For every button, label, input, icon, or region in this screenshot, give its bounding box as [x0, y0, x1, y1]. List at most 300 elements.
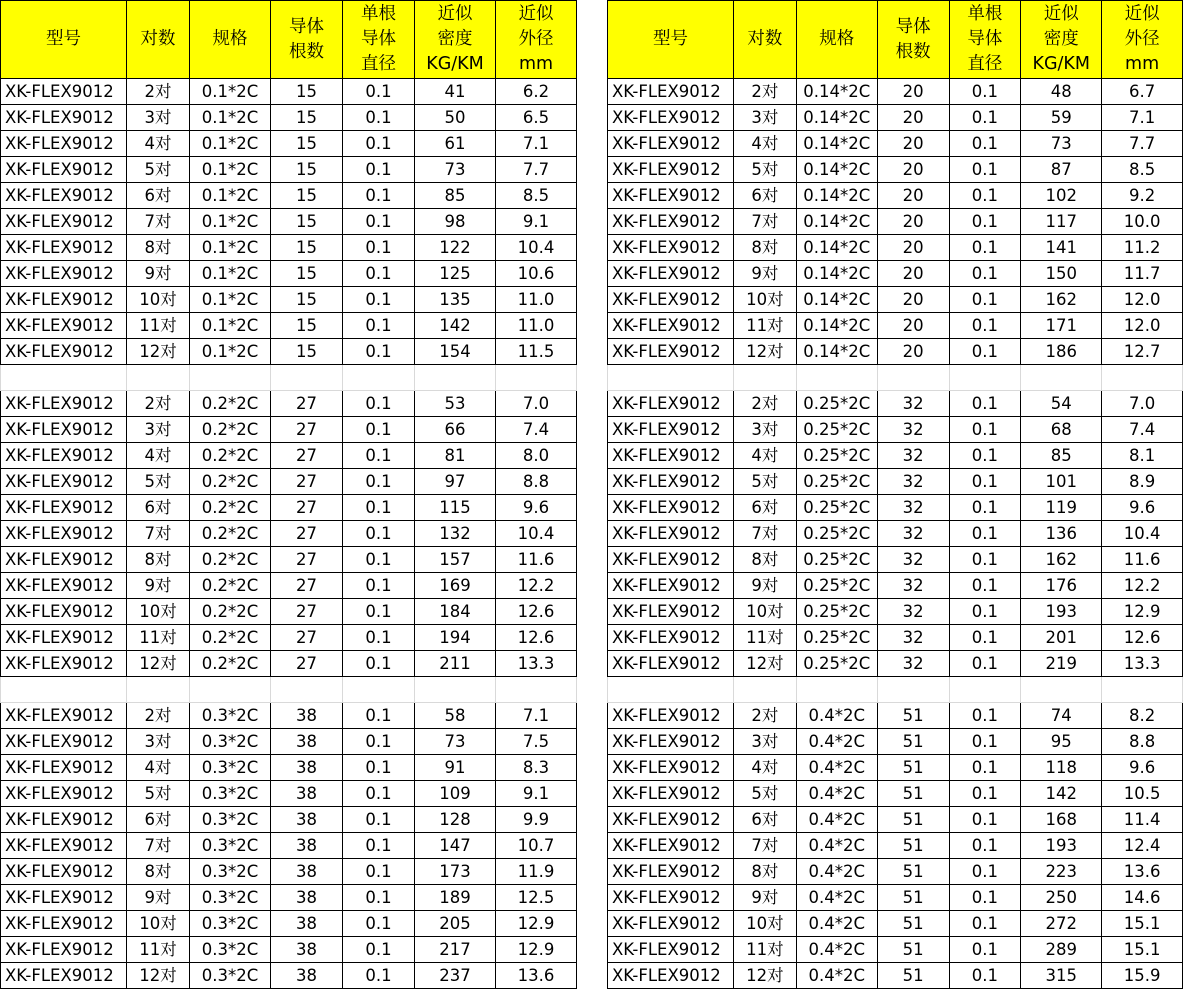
cell-model: XK-FLEX9012 — [608, 729, 734, 755]
cell-pairs: 7对 — [733, 209, 796, 235]
cell-conductor-count: 15 — [271, 339, 343, 365]
cell-pairs: 10对 — [127, 911, 190, 937]
cell-density: 73 — [415, 729, 496, 755]
cell-conductor-diameter: 0.1 — [343, 625, 415, 651]
cell-pairs: 4对 — [733, 131, 796, 157]
cell-outer-diameter: 10.7 — [496, 833, 577, 859]
cell-model: XK-FLEX9012 — [1, 651, 127, 677]
cell-density: 117 — [1021, 209, 1102, 235]
cell-density: 87 — [1021, 157, 1102, 183]
cell-outer-diameter: 10.6 — [496, 261, 577, 287]
cell-outer-diameter: 11.4 — [1102, 807, 1183, 833]
table-row — [1, 105, 577, 131]
cell-conductor-count: 38 — [271, 911, 343, 937]
cell-conductor-diameter: 0.1 — [949, 937, 1021, 963]
empty-cell — [877, 365, 949, 391]
cell-density: 128 — [415, 807, 496, 833]
cell-conductor-diameter: 0.1 — [949, 547, 1021, 573]
cell-model: XK-FLEX9012 — [608, 755, 734, 781]
cell-density: 101 — [1021, 469, 1102, 495]
empty-cell — [608, 365, 734, 391]
empty-cell — [127, 677, 190, 703]
cell-spec: 0.1*2C — [190, 131, 271, 157]
cell-conductor-count: 38 — [271, 833, 343, 859]
table-row — [608, 105, 1183, 131]
table-row — [1, 859, 577, 885]
cell-outer-diameter: 9.6 — [1102, 495, 1183, 521]
cell-model: XK-FLEX9012 — [608, 625, 734, 651]
table-row — [608, 157, 1183, 183]
cell-model: XK-FLEX9012 — [1, 781, 127, 807]
cell-conductor-diameter: 0.1 — [949, 859, 1021, 885]
cell-model: XK-FLEX9012 — [608, 469, 734, 495]
cell-spec: 0.4*2C — [796, 755, 877, 781]
table-row — [1, 599, 577, 625]
cell-conductor-count: 51 — [877, 755, 949, 781]
cell-density: 95 — [1021, 729, 1102, 755]
cell-model: XK-FLEX9012 — [1, 755, 127, 781]
cell-spec: 0.2*2C — [190, 599, 271, 625]
header-outer-diameter: 近似 外径 mm — [496, 1, 577, 79]
cell-pairs: 6对 — [733, 183, 796, 209]
cell-model: XK-FLEX9012 — [1, 261, 127, 287]
header-conductor-count: 导体 根数 — [271, 1, 343, 79]
cell-spec: 0.14*2C — [796, 131, 877, 157]
table-row — [1, 885, 577, 911]
cell-density: 115 — [415, 495, 496, 521]
table-row — [608, 807, 1183, 833]
cell-density: 85 — [1021, 443, 1102, 469]
cell-pairs: 5对 — [733, 781, 796, 807]
cell-conductor-count: 15 — [271, 183, 343, 209]
table-row — [608, 469, 1183, 495]
cell-spec: 0.25*2C — [796, 495, 877, 521]
empty-cell — [1, 365, 127, 391]
cell-conductor-diameter: 0.1 — [343, 703, 415, 729]
cell-conductor-diameter: 0.1 — [343, 313, 415, 339]
cell-spec: 0.2*2C — [190, 495, 271, 521]
cell-conductor-count: 32 — [877, 625, 949, 651]
cell-density: 219 — [1021, 651, 1102, 677]
cell-outer-diameter: 15.1 — [1102, 911, 1183, 937]
cell-pairs: 3对 — [127, 729, 190, 755]
cell-pairs: 7对 — [733, 521, 796, 547]
cell-density: 41 — [415, 79, 496, 105]
cell-density: 50 — [415, 105, 496, 131]
cell-density: 132 — [415, 521, 496, 547]
cell-model: XK-FLEX9012 — [1, 859, 127, 885]
cell-conductor-diameter: 0.1 — [949, 339, 1021, 365]
cell-outer-diameter: 15.1 — [1102, 937, 1183, 963]
table-row — [1, 573, 577, 599]
cell-outer-diameter: 12.5 — [496, 885, 577, 911]
cell-spec: 0.1*2C — [190, 287, 271, 313]
table-row — [608, 755, 1183, 781]
cell-outer-diameter: 12.9 — [496, 911, 577, 937]
block-spacer — [608, 677, 1183, 703]
cell-density: 272 — [1021, 911, 1102, 937]
cell-model: XK-FLEX9012 — [608, 547, 734, 573]
cell-outer-diameter: 7.1 — [496, 131, 577, 157]
cell-density: 61 — [415, 131, 496, 157]
cell-conductor-count: 51 — [877, 937, 949, 963]
table-row — [608, 443, 1183, 469]
cell-density: 193 — [1021, 833, 1102, 859]
cell-conductor-count: 15 — [271, 105, 343, 131]
cell-model: XK-FLEX9012 — [1, 573, 127, 599]
cell-outer-diameter: 15.9 — [1102, 963, 1183, 989]
header-spec: 规格 — [190, 1, 271, 79]
cell-spec: 0.1*2C — [190, 209, 271, 235]
cell-pairs: 5对 — [127, 469, 190, 495]
cell-density: 250 — [1021, 885, 1102, 911]
cell-pairs: 12对 — [127, 651, 190, 677]
cell-outer-diameter: 7.7 — [496, 157, 577, 183]
cell-pairs: 8对 — [733, 547, 796, 573]
cell-outer-diameter: 11.6 — [496, 547, 577, 573]
table-row — [1, 443, 577, 469]
cell-outer-diameter: 8.2 — [1102, 703, 1183, 729]
cell-outer-diameter: 10.4 — [496, 235, 577, 261]
cell-pairs: 11对 — [733, 313, 796, 339]
cell-outer-diameter: 7.0 — [496, 391, 577, 417]
cell-density: 142 — [415, 313, 496, 339]
cell-outer-diameter: 11.0 — [496, 287, 577, 313]
cell-pairs: 12对 — [733, 963, 796, 989]
cell-pairs: 9对 — [127, 885, 190, 911]
cell-conductor-count: 15 — [271, 261, 343, 287]
cell-density: 142 — [1021, 781, 1102, 807]
cell-spec: 0.2*2C — [190, 521, 271, 547]
cell-outer-diameter: 10.5 — [1102, 781, 1183, 807]
table-row — [608, 235, 1183, 261]
cell-conductor-diameter: 0.1 — [343, 469, 415, 495]
empty-cell — [415, 677, 496, 703]
cell-conductor-diameter: 0.1 — [949, 183, 1021, 209]
empty-cell — [127, 365, 190, 391]
cell-spec: 0.14*2C — [796, 235, 877, 261]
cell-pairs: 10对 — [733, 287, 796, 313]
cell-conductor-diameter: 0.1 — [343, 729, 415, 755]
cell-spec: 0.1*2C — [190, 313, 271, 339]
cell-conductor-diameter: 0.1 — [949, 391, 1021, 417]
cell-outer-diameter: 11.6 — [1102, 547, 1183, 573]
header-model: 型号 — [1, 1, 127, 79]
cell-conductor-diameter: 0.1 — [949, 833, 1021, 859]
cell-density: 201 — [1021, 625, 1102, 651]
empty-cell — [190, 677, 271, 703]
cell-outer-diameter: 8.5 — [496, 183, 577, 209]
cell-spec: 0.1*2C — [190, 79, 271, 105]
cell-spec: 0.25*2C — [796, 547, 877, 573]
cell-model: XK-FLEX9012 — [1, 521, 127, 547]
cell-spec: 0.1*2C — [190, 157, 271, 183]
cell-outer-diameter: 12.9 — [1102, 599, 1183, 625]
table-row — [608, 911, 1183, 937]
cell-model: XK-FLEX9012 — [1, 703, 127, 729]
empty-cell — [796, 677, 877, 703]
cell-conductor-count: 15 — [271, 131, 343, 157]
table-row — [1, 703, 577, 729]
cell-conductor-count: 20 — [877, 131, 949, 157]
cell-conductor-count: 15 — [271, 313, 343, 339]
cell-spec: 0.4*2C — [796, 911, 877, 937]
cell-spec: 0.14*2C — [796, 79, 877, 105]
cell-conductor-count: 38 — [271, 937, 343, 963]
cell-density: 150 — [1021, 261, 1102, 287]
empty-cell — [496, 677, 577, 703]
header-spec: 规格 — [796, 1, 877, 79]
cell-conductor-diameter: 0.1 — [343, 885, 415, 911]
cell-conductor-count: 38 — [271, 807, 343, 833]
table-row — [608, 885, 1183, 911]
cell-conductor-diameter: 0.1 — [949, 573, 1021, 599]
cell-outer-diameter: 7.1 — [496, 703, 577, 729]
cell-outer-diameter: 14.6 — [1102, 885, 1183, 911]
cell-model: XK-FLEX9012 — [1, 807, 127, 833]
cell-conductor-diameter: 0.1 — [343, 781, 415, 807]
cell-density: 58 — [415, 703, 496, 729]
cell-conductor-count: 32 — [877, 651, 949, 677]
cell-conductor-diameter: 0.1 — [949, 807, 1021, 833]
cell-conductor-count: 27 — [271, 651, 343, 677]
cell-density: 237 — [415, 963, 496, 989]
cell-conductor-count: 27 — [271, 443, 343, 469]
cell-model: XK-FLEX9012 — [1, 79, 127, 105]
cell-conductor-diameter: 0.1 — [949, 911, 1021, 937]
cell-pairs: 2对 — [733, 79, 796, 105]
cell-model: XK-FLEX9012 — [1, 339, 127, 365]
table-row — [1, 287, 577, 313]
cell-spec: 0.1*2C — [190, 183, 271, 209]
cell-model: XK-FLEX9012 — [1, 417, 127, 443]
cell-spec: 0.25*2C — [796, 599, 877, 625]
table-row — [1, 729, 577, 755]
cell-outer-diameter: 8.0 — [496, 443, 577, 469]
cell-spec: 0.3*2C — [190, 885, 271, 911]
cell-conductor-diameter: 0.1 — [949, 235, 1021, 261]
cell-conductor-diameter: 0.1 — [343, 651, 415, 677]
cell-pairs: 3对 — [733, 105, 796, 131]
cell-conductor-diameter: 0.1 — [343, 391, 415, 417]
cell-density: 162 — [1021, 547, 1102, 573]
table-row — [1, 313, 577, 339]
empty-cell — [949, 365, 1021, 391]
empty-cell — [1, 677, 127, 703]
header-conductor-diameter: 单根 导体 直径 — [343, 1, 415, 79]
cell-conductor-diameter: 0.1 — [949, 885, 1021, 911]
cell-model: XK-FLEX9012 — [608, 209, 734, 235]
cell-spec: 0.3*2C — [190, 703, 271, 729]
cell-outer-diameter: 8.8 — [496, 469, 577, 495]
cell-outer-diameter: 12.6 — [496, 625, 577, 651]
cell-conductor-count: 15 — [271, 79, 343, 105]
cell-conductor-count: 38 — [271, 729, 343, 755]
cell-spec: 0.1*2C — [190, 235, 271, 261]
cell-outer-diameter: 8.5 — [1102, 157, 1183, 183]
cell-outer-diameter: 8.1 — [1102, 443, 1183, 469]
cell-outer-diameter: 9.2 — [1102, 183, 1183, 209]
cell-pairs: 11对 — [127, 625, 190, 651]
cell-pairs: 6对 — [733, 495, 796, 521]
empty-cell — [496, 365, 577, 391]
table-body-right — [608, 79, 1183, 989]
cell-outer-diameter: 12.9 — [496, 937, 577, 963]
cell-conductor-count: 32 — [877, 599, 949, 625]
table-row — [608, 729, 1183, 755]
cell-conductor-count: 51 — [877, 703, 949, 729]
cell-model: XK-FLEX9012 — [1, 833, 127, 859]
cell-spec: 0.2*2C — [190, 417, 271, 443]
cell-conductor-count: 51 — [877, 781, 949, 807]
cell-conductor-diameter: 0.1 — [343, 911, 415, 937]
cell-conductor-count: 32 — [877, 495, 949, 521]
cell-pairs: 5对 — [733, 157, 796, 183]
empty-cell — [271, 677, 343, 703]
cell-outer-diameter: 7.0 — [1102, 391, 1183, 417]
cell-spec: 0.2*2C — [190, 443, 271, 469]
cell-model: XK-FLEX9012 — [1, 729, 127, 755]
cell-conductor-count: 32 — [877, 469, 949, 495]
cell-conductor-count: 27 — [271, 417, 343, 443]
header-density: 近似 密度 KG/KM — [415, 1, 496, 79]
header-pairs: 对数 — [127, 1, 190, 79]
cell-pairs: 10对 — [127, 599, 190, 625]
cell-conductor-count: 15 — [271, 287, 343, 313]
cell-pairs: 3对 — [733, 729, 796, 755]
cell-conductor-count: 20 — [877, 105, 949, 131]
cell-pairs: 8对 — [127, 859, 190, 885]
table-row — [1, 183, 577, 209]
cell-conductor-count: 20 — [877, 261, 949, 287]
cell-pairs: 12对 — [127, 963, 190, 989]
cell-conductor-count: 38 — [271, 885, 343, 911]
cell-pairs: 9对 — [733, 573, 796, 599]
cell-density: 109 — [415, 781, 496, 807]
header-row — [608, 1, 1183, 79]
table-row — [608, 287, 1183, 313]
table-row — [1, 261, 577, 287]
cell-conductor-diameter: 0.1 — [949, 469, 1021, 495]
cell-conductor-diameter: 0.1 — [343, 963, 415, 989]
cell-density: 135 — [415, 287, 496, 313]
table-row — [1, 625, 577, 651]
cell-density: 171 — [1021, 313, 1102, 339]
cell-pairs: 7对 — [127, 833, 190, 859]
block-spacer — [1, 677, 577, 703]
cell-conductor-count: 27 — [271, 495, 343, 521]
cell-pairs: 8对 — [127, 235, 190, 261]
cell-conductor-count: 15 — [271, 157, 343, 183]
cell-outer-diameter: 8.8 — [1102, 729, 1183, 755]
cell-density: 53 — [415, 391, 496, 417]
cell-density: 136 — [1021, 521, 1102, 547]
cell-model: XK-FLEX9012 — [608, 573, 734, 599]
cell-conductor-diameter: 0.1 — [949, 105, 1021, 131]
cell-spec: 0.3*2C — [190, 859, 271, 885]
cell-density: 162 — [1021, 287, 1102, 313]
cell-conductor-diameter: 0.1 — [949, 755, 1021, 781]
cell-conductor-diameter: 0.1 — [949, 287, 1021, 313]
cell-spec: 0.25*2C — [796, 573, 877, 599]
cell-conductor-diameter: 0.1 — [343, 521, 415, 547]
cell-outer-diameter: 9.6 — [496, 495, 577, 521]
cell-outer-diameter: 11.2 — [1102, 235, 1183, 261]
cell-outer-diameter: 6.5 — [496, 105, 577, 131]
cell-model: XK-FLEX9012 — [1, 131, 127, 157]
table-row — [608, 521, 1183, 547]
cell-pairs: 5对 — [127, 781, 190, 807]
cell-spec: 0.14*2C — [796, 105, 877, 131]
cell-model: XK-FLEX9012 — [608, 599, 734, 625]
cell-model: XK-FLEX9012 — [608, 105, 734, 131]
table-row — [1, 79, 577, 105]
cell-outer-diameter: 13.6 — [1102, 859, 1183, 885]
cell-density: 184 — [415, 599, 496, 625]
table-row — [608, 547, 1183, 573]
cell-density: 141 — [1021, 235, 1102, 261]
empty-cell — [733, 365, 796, 391]
cell-conductor-count: 27 — [271, 547, 343, 573]
table-row — [608, 391, 1183, 417]
table-row — [1, 937, 577, 963]
cell-pairs: 7对 — [733, 833, 796, 859]
cell-density: 119 — [1021, 495, 1102, 521]
cell-conductor-diameter: 0.1 — [949, 261, 1021, 287]
cell-spec: 0.14*2C — [796, 157, 877, 183]
cell-outer-diameter: 9.9 — [496, 807, 577, 833]
cell-density: 54 — [1021, 391, 1102, 417]
cell-conductor-diameter: 0.1 — [343, 261, 415, 287]
cell-model: XK-FLEX9012 — [1, 443, 127, 469]
cell-density: 102 — [1021, 183, 1102, 209]
empty-cell — [190, 365, 271, 391]
cell-spec: 0.14*2C — [796, 339, 877, 365]
cell-model: XK-FLEX9012 — [1, 105, 127, 131]
cell-outer-diameter: 12.6 — [1102, 625, 1183, 651]
table-row — [1, 495, 577, 521]
cell-pairs: 10对 — [127, 287, 190, 313]
cell-spec: 0.3*2C — [190, 833, 271, 859]
cell-spec: 0.2*2C — [190, 547, 271, 573]
cell-outer-diameter: 7.5 — [496, 729, 577, 755]
cell-outer-diameter: 13.3 — [1102, 651, 1183, 677]
cell-conductor-count: 38 — [271, 859, 343, 885]
cell-density: 91 — [415, 755, 496, 781]
cell-conductor-diameter: 0.1 — [949, 209, 1021, 235]
table-row — [1, 469, 577, 495]
cell-spec: 0.14*2C — [796, 183, 877, 209]
cell-model: XK-FLEX9012 — [608, 833, 734, 859]
cell-pairs: 8对 — [733, 859, 796, 885]
cell-model: XK-FLEX9012 — [608, 911, 734, 937]
cell-spec: 0.2*2C — [190, 625, 271, 651]
cell-conductor-diameter: 0.1 — [949, 157, 1021, 183]
cell-outer-diameter: 12.2 — [496, 573, 577, 599]
cell-outer-diameter: 10.4 — [1102, 521, 1183, 547]
table-row — [1, 963, 577, 989]
cell-pairs: 8对 — [127, 547, 190, 573]
cell-spec: 0.2*2C — [190, 469, 271, 495]
cell-density: 48 — [1021, 79, 1102, 105]
cell-density: 217 — [415, 937, 496, 963]
table-row — [608, 963, 1183, 989]
table-row — [1, 651, 577, 677]
cell-model: XK-FLEX9012 — [1, 183, 127, 209]
block-spacer — [608, 365, 1183, 391]
cell-density: 289 — [1021, 937, 1102, 963]
cell-conductor-count: 27 — [271, 521, 343, 547]
